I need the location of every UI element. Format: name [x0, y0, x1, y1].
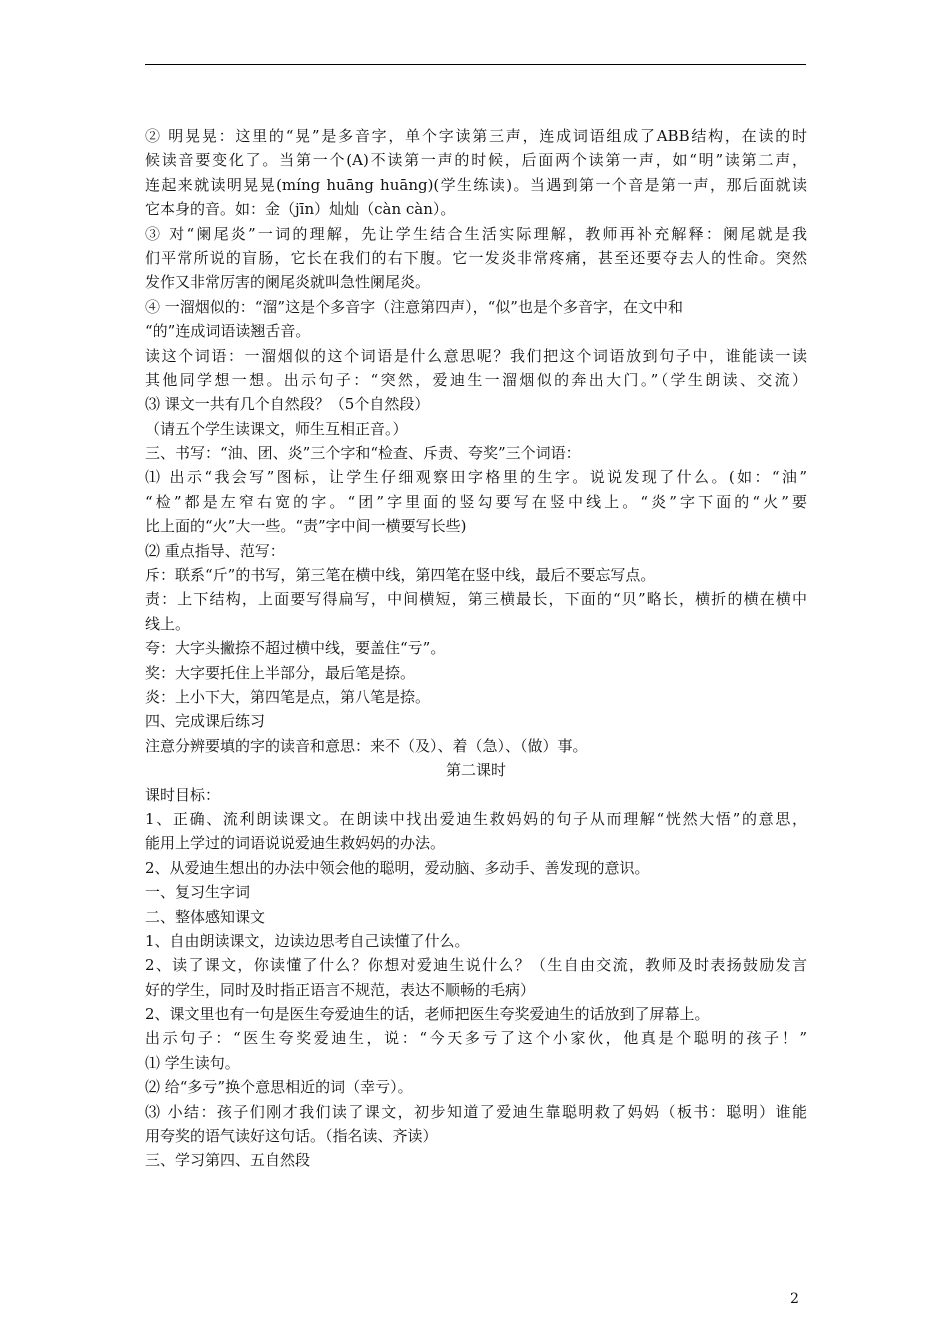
text-line: 发作又非常厉害的阑尾炎就叫急性阑尾炎。: [145, 273, 431, 292]
text-line: ④ 一溜烟似的：“溜”这是个多音字（注意第四声），“似”也是个多音字，在文中和: [145, 297, 683, 316]
text-line: 三、学习第四、五自然段: [145, 1151, 311, 1170]
header-rule: [145, 64, 806, 65]
text-line: 候读音要变化了。当第一个(A)不读第一声的时候，后面两个读第一声，如“明”读第二声，: [145, 151, 807, 170]
text-line: 四、完成课后练习: [145, 712, 266, 731]
text-line: 好的学生，同时及时指正语言不规范，表达不顺畅的毛病）: [145, 980, 536, 999]
document-body: [145, 124, 807, 1173]
text-line: ⑶ 课文一共有几个自然段？（5个自然段）: [145, 395, 430, 414]
text-line: 1、正确、流利朗读课文。在朗读中找出爱迪生救妈妈的句子从而理解“恍然大悟”的意思，: [145, 809, 807, 828]
text-line: （请五个学生读课文，师生互相正音。）: [145, 419, 408, 438]
text-line: ② 明晃晃：这里的“晃”是多音字，单个字读第三声，连成词语组成了ABB结构，在读的时: [145, 127, 807, 145]
text-line: 三、书写：“油、团、炎”三个字和“检查、斥责、夸奖”三个词语：: [145, 444, 581, 463]
text-line: 炎：上小下大，第四笔是点，第八笔是捺。: [145, 687, 431, 706]
text-line: 斥：联系“斤”的书写，第三笔在横中线，第四笔在竖中线，最后不要忘写点。: [145, 566, 656, 585]
text-line: 2、读了课文，你读懂了什么？你想对爱迪生说什么？（生自由交流，教师及时表扬鼓励发言: [145, 956, 807, 975]
text-line: 其他同学想一想。出示句子：“突然，爱迪生一溜烟似的奔出大门。”（学生朗读、交流）: [145, 370, 807, 389]
text-line: 它本身的音。如：金（jīn）灿灿（càn càn）。: [145, 200, 456, 219]
text-line: 用夸奖的语气读好这句话。（指名读、齐读）: [145, 1127, 438, 1146]
text-line: ⑴ 出示“我会写”图标，让学生仔细观察田字格里的生字。说说发现了什么。(如：“油”: [145, 468, 807, 487]
text-line: ⑶ 小结：孩子们刚才我们读了课文，初步知道了爱迪生靠聪明救了妈妈（板书：聪明）谁能: [145, 1102, 807, 1121]
text-line: 2、从爱迪生想出的办法中领会他的聪明，爱动脑、多动手、善发现的意识。: [145, 858, 650, 877]
text-line: 比上面的“火”大一些。“责”字中间一横要写长些): [145, 517, 467, 536]
section-heading: 第二课时: [445, 761, 506, 780]
text-line: ⑴ 学生读句。: [145, 1053, 240, 1072]
text-line: 夸：大字头撇捺不超过横中线，要盖住“亏”。: [145, 639, 446, 658]
text-line: 课时目标：: [145, 785, 221, 804]
text-line: 们平常所说的盲肠，它长在我们的右下腹。它一发炎非常疼痛，甚至还要夺去人的性命。突然: [145, 248, 807, 267]
text-line: 二、整体感知课文: [145, 907, 266, 926]
text-line: “的”连成词语读翘舌音。: [145, 322, 311, 341]
page-number: 2: [790, 1291, 799, 1307]
text-line: “检”都是左窄右宽的字。“团”字里面的竖勾要写在竖中线上。“炎”字下面的“火”要: [145, 492, 807, 511]
text-line: 连起来就读明晃晃(míng huāng huāng)(学生练读)。当遇到第一个音是第一声，那后面就读: [145, 175, 807, 194]
text-line: 2、课文里也有一句是医生夸爱迪生的话，老师把医生夸奖爱迪生的话放到了屏幕上。: [145, 1005, 710, 1024]
text-line: 出示句子：“医生夸奖爱迪生，说：“今天多亏了这个小家伙，他真是个聪明的孩子！”: [145, 1029, 807, 1048]
text-line: 责：上下结构，上面要写得扁写，中间横短，第三横最长，下面的“贝”略长，横折的横在横中: [145, 590, 807, 609]
text-line: 一、复习生字词: [145, 883, 251, 902]
text-line: 能用上学过的词语说说爱迪生救妈妈的办法。: [145, 834, 446, 853]
text-line: ⑵ 重点指导、范写：: [145, 541, 285, 560]
text-line: ③ 对“阑尾炎”一词的理解，先让学生结合生活实际理解，教师再补充解释：阑尾就是我: [145, 224, 807, 243]
text-line: 注意分辨要填的字的读音和意思：来不（及）、着（急）、（做）事。: [145, 736, 588, 755]
text-line: 读这个词语：一溜烟似的这个词语是什么意思呢？我们把这个词语放到句子中，谁能读一读: [145, 346, 807, 365]
text-line: 线上。: [145, 614, 191, 633]
text-line: 1、自由朗读课文，边读边思考自己读懂了什么。: [145, 931, 470, 950]
text-line: ⑵ 给“多亏”换个意思相近的词（幸亏）。: [145, 1078, 413, 1097]
text-line: 奖：大字要托住上半部分，最后笔是捺。: [145, 663, 416, 682]
